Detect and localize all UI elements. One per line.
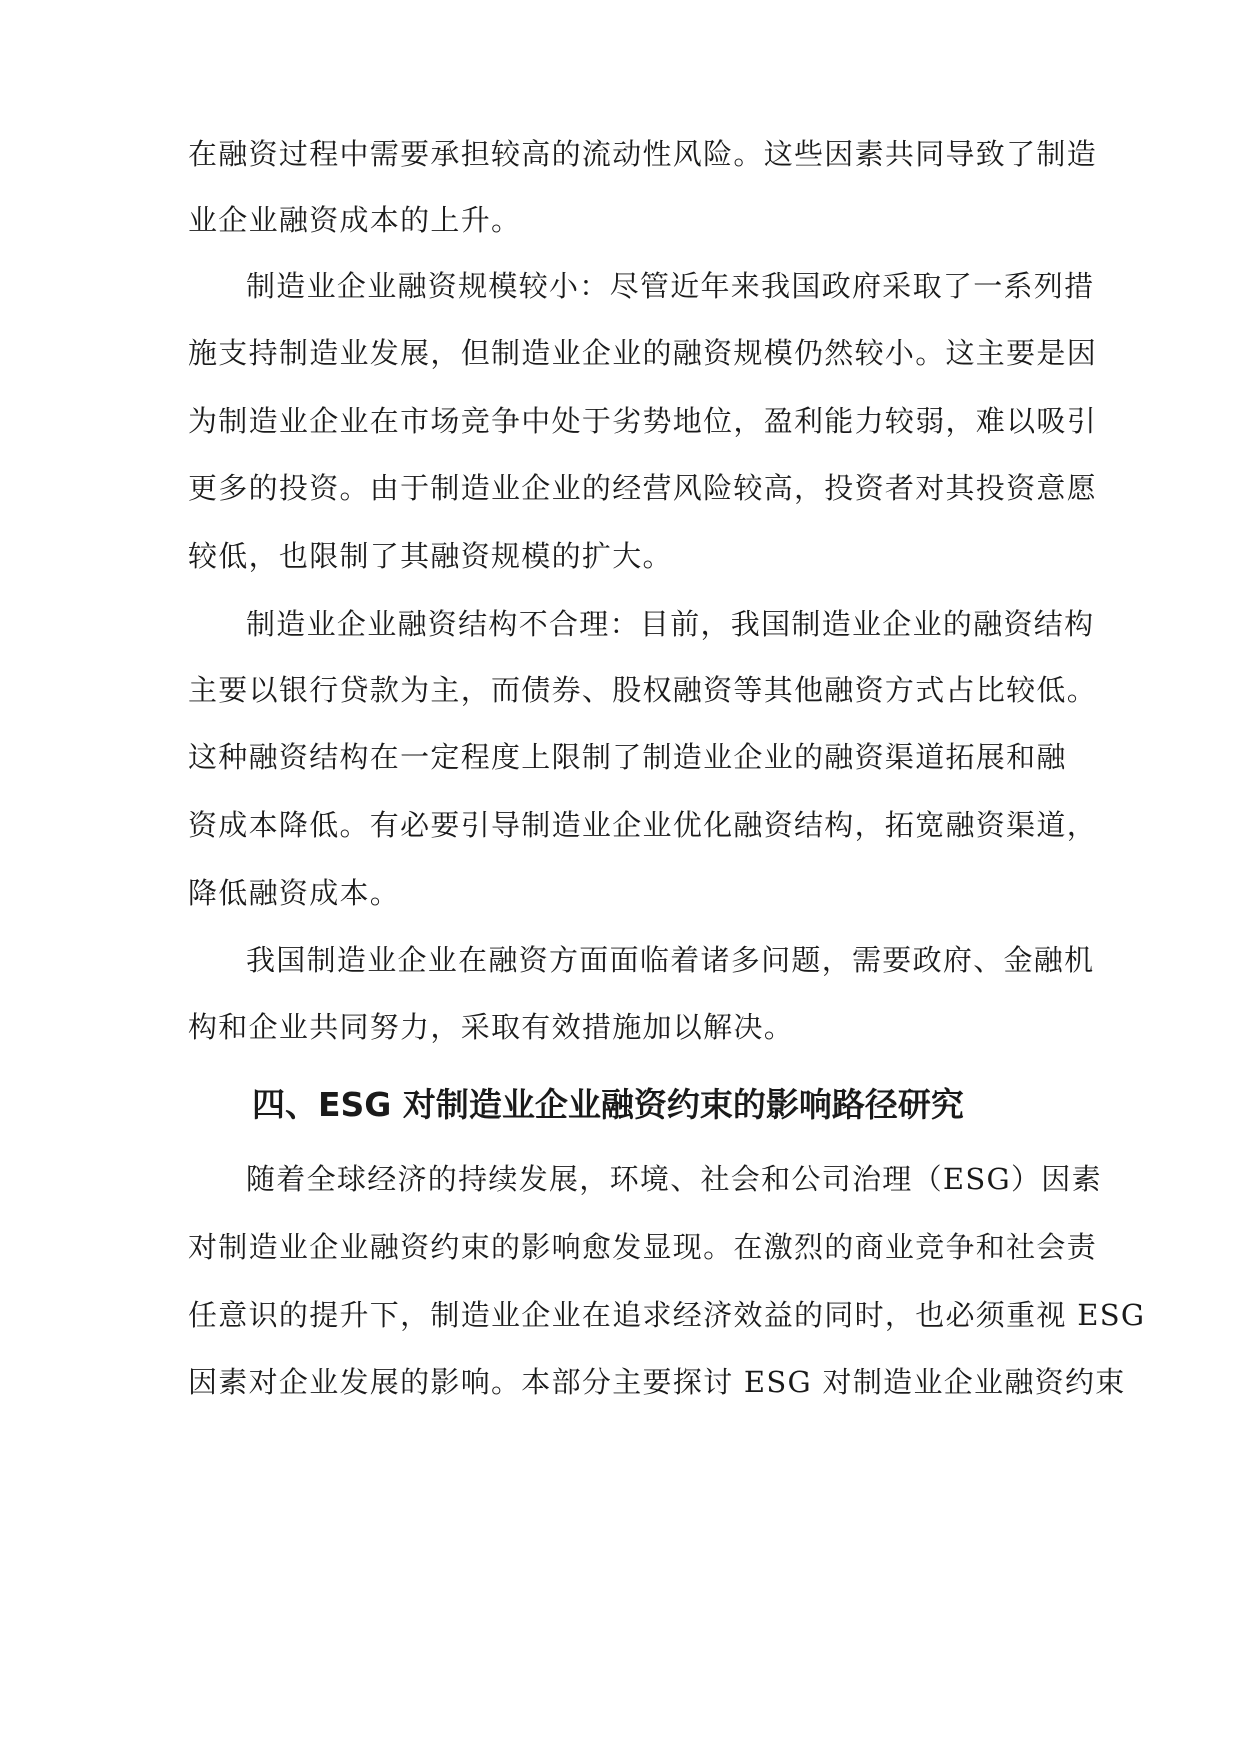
paragraph-line: 构和企业共同努力，采取有效措施加以解决。 xyxy=(188,1010,795,1044)
paragraph-line: 制造业企业融资规模较小：尽管近年来我国政府采取了一系列措 xyxy=(246,269,1095,303)
paragraph-line: 业企业融资成本的上升。 xyxy=(188,203,522,237)
paragraph-line: 对制造业企业融资约束的影响愈发显现。在激烈的商业竞争和社会责 xyxy=(188,1230,1098,1264)
paragraph-line: 这种融资结构在一定程度上限制了制造业企业的融资渠道拓展和融 xyxy=(188,740,1067,774)
paragraph-line: 施支持制造业发展，但制造业企业的融资规模仍然较小。这主要是因 xyxy=(188,336,1098,370)
paragraph-line: 较低，也限制了其融资规模的扩大。 xyxy=(188,539,673,573)
paragraph-line: 更多的投资。由于制造业企业的经营风险较高，投资者对其投资意愿 xyxy=(188,471,1098,505)
paragraph-line: 随着全球经济的持续发展，环境、社会和公司治理（ESG）因素 xyxy=(246,1162,1102,1196)
paragraph-line: 在融资过程中需要承担较高的流动性风险。这些因素共同导致了制造 xyxy=(188,137,1098,171)
paragraph-line: 主要以银行贷款为主，而债券、股权融资等其他融资方式占比较低。 xyxy=(188,673,1098,707)
paragraph-line: 资成本降低。有必要引导制造业企业优化融资结构，拓宽融资渠道， xyxy=(188,808,1098,842)
paragraph-line: 我国制造业企业在融资方面面临着诸多问题，需要政府、金融机 xyxy=(246,943,1095,977)
paragraph-line: 任意识的提升下，制造业企业在追求经济效益的同时，也必须重视 ESG xyxy=(188,1298,1146,1332)
paragraph-line: 降低融资成本。 xyxy=(188,876,401,910)
paragraph-line: 为制造业企业在市场竞争中处于劣势地位，盈利能力较弱，难以吸引 xyxy=(188,404,1098,438)
paragraph-line: 制造业企业融资结构不合理：目前，我国制造业企业的融资结构 xyxy=(246,607,1095,641)
paragraph-line: 因素对企业发展的影响。本部分主要探讨 ESG 对制造业企业融资约束 xyxy=(188,1365,1126,1399)
section-heading: 四、ESG 对制造业企业融资约束的影响路径研究 xyxy=(252,1085,964,1124)
